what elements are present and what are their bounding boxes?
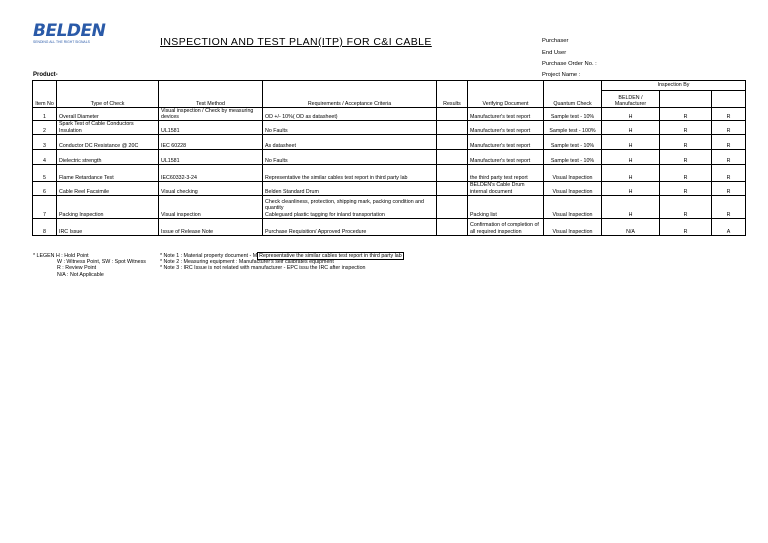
verifying-document-cell: Manufacturer's test report [468, 108, 544, 121]
table-row [33, 218, 746, 235]
legend-line: W : Witness Point, SW : Spot Witness [57, 259, 146, 266]
inspection-cell: R [712, 195, 746, 218]
project-name-label: Project Name : [542, 72, 581, 78]
test-method-cell: UL1581 [159, 149, 263, 164]
results-cell [437, 121, 468, 134]
logo-brand: BELDEN [33, 21, 106, 41]
inspection-cell: R [712, 149, 746, 164]
item-no-cell: 1 [33, 108, 57, 121]
manufacturer-cell: H [602, 121, 660, 134]
quantum-check-cell: Sample test - 10% [544, 108, 602, 121]
criteria-cell: No Faults [263, 149, 437, 164]
item-no-cell: 3 [33, 134, 57, 149]
table-row [33, 108, 746, 121]
criteria-cell: Belden Standard Drum [263, 181, 437, 195]
quantum-check-cell: Sample test - 10% [544, 134, 602, 149]
test-method-cell: IEC60332-3-24 [159, 164, 263, 181]
manufacturer-cell: N/A [602, 218, 660, 235]
type-of-check-cell: Flame Retardance Test [57, 164, 159, 181]
manufacturer-cell: H [602, 195, 660, 218]
inspection-cell: R [660, 195, 712, 218]
test-method-header: Test Method [159, 91, 263, 108]
belden-logo [33, 21, 106, 50]
logo-tagline: SENDING ALL THE RIGHT SIGNALS [33, 40, 90, 44]
item-no-cell: 4 [33, 149, 57, 164]
manufacturer-cell: H [602, 108, 660, 121]
inspection-cell: R [712, 121, 746, 134]
legend-line: * LEGEN H : Hold Point [33, 253, 89, 259]
verifying-document-cell: Packing list [468, 195, 544, 218]
results-header: Results [437, 91, 468, 108]
table-row [33, 164, 746, 181]
item-no-cell: 8 [33, 218, 57, 235]
verifying-document-cell: Manufacturer's test report [468, 121, 544, 134]
verifying-document-cell: Confirmation of completion of all required inspection [468, 218, 544, 235]
item-no-cell: 2 [33, 121, 57, 134]
type-of-check-cell: Spark Test of Cable Conductors Insulation [57, 121, 159, 134]
test-method-cell: Visual inspection [159, 195, 263, 218]
criteria-cell: Check cleanliness, protection, shipping mark, packing condition and quantity Cableguard plastic tagging for inland transportation [263, 195, 437, 218]
quantum-check-cell: Visual Inspection [544, 218, 602, 235]
belden-manufacturer-header: BELDEN / Manufacturer [602, 91, 660, 108]
item-no-cell: 5 [33, 164, 57, 181]
criteria-cell: No Faults [263, 121, 437, 134]
verifying-document-cell: BELDEN's Cable Drum internal document [468, 181, 544, 195]
item-no-cell: 6 [33, 181, 57, 195]
inspection-cell: R [660, 121, 712, 134]
page-title: INSPECTION AND TEST PLAN(ITP) FOR C&I CABLE [160, 36, 432, 48]
criteria-cell: Representative the similar cables test report in third party lab [263, 164, 437, 181]
legend-line: N/A : Not Applicable [57, 271, 104, 278]
type-of-check-cell: Packing Inspection [57, 195, 159, 218]
table-row [33, 121, 746, 134]
quantum-check-cell: Sample test - 100% [544, 121, 602, 134]
criteria-cell: As datasheet [263, 134, 437, 149]
type-of-check-cell: Conductor DC Resistance @ 20C [57, 134, 159, 149]
note-2-text: * Note 2 : Measuring equipment : Manufacturer's self calibrates equipment [160, 259, 334, 266]
inspection-cell: R [660, 108, 712, 121]
inspection-cell: R [712, 134, 746, 149]
purchaser-label: Purchaser [542, 38, 569, 44]
test-method-cell: Issue of Release Note [159, 218, 263, 235]
manufacturer-cell: H [602, 149, 660, 164]
criteria-cell: Purchase Requisition/ Approved Procedure [263, 218, 437, 235]
quantum-check-cell: Visual Inspection [544, 195, 602, 218]
inspection-cell: R [712, 181, 746, 195]
table-row [33, 181, 746, 195]
purchase-order-label: Purchase Order No. : [542, 61, 597, 67]
test-method-cell: IEC 60228 [159, 134, 263, 149]
type-of-check-cell: Cable Reel Facsimile [57, 181, 159, 195]
note-1-boxed: Representative the similar cables test report in third party lab [259, 253, 402, 259]
results-cell [437, 149, 468, 164]
note-1-text: * Note 1 : Material property document - M [160, 253, 258, 259]
type-of-check-header: Type of Check [57, 91, 159, 108]
verifying-document-cell: Manufacturer's test report [468, 149, 544, 164]
inspection-by-header: Inspection By [602, 81, 746, 91]
type-of-check-cell: IRC Issue [57, 218, 159, 235]
inspection-cell: R [660, 164, 712, 181]
product-label: Product- [33, 72, 58, 78]
manufacturer-cell: H [602, 164, 660, 181]
results-cell [437, 181, 468, 195]
manufacturer-cell: H [602, 134, 660, 149]
results-cell [437, 134, 468, 149]
inspection-cell: R [660, 134, 712, 149]
inspection-cell: R [712, 164, 746, 181]
test-method-cell: Visual checking [159, 181, 263, 195]
type-of-check-cell: Dielectric strength [57, 149, 159, 164]
inspection-cell: R [660, 181, 712, 195]
test-method-cell: UL1581 [159, 121, 263, 134]
table-row [33, 134, 746, 149]
legend-line: R : Review Point [57, 265, 97, 272]
inspection-cell: R [660, 218, 712, 235]
results-cell [437, 164, 468, 181]
verifying-document-header: Verifying Document [468, 91, 544, 108]
verifying-document-cell: Manufacturer's test report [468, 134, 544, 149]
quantum-check-cell: Sample test - 10% [544, 149, 602, 164]
verifying-document-cell: the third party test report [468, 164, 544, 181]
end-user-label: End User [542, 50, 567, 56]
item-no-header: Item No [33, 91, 57, 108]
quantum-check-header: Quantum Check [544, 91, 602, 108]
note-3-text: * Note 3 : IRC Issue is not related with manufacturer - EPC issu the IRC after inspection [160, 265, 366, 272]
quantum-check-cell: Visual Inspection [544, 164, 602, 181]
criteria-cell: OD +/- 10%( OD as datasheet) [263, 108, 437, 121]
table-row [33, 149, 746, 164]
table-row [33, 195, 746, 218]
results-cell [437, 108, 468, 121]
test-method-cell: Visual inspection / Check by measuring devices [159, 108, 263, 121]
notes [160, 253, 404, 272]
results-cell [437, 218, 468, 235]
inspection-cell: A [712, 218, 746, 235]
type-of-check-cell: Overall Diameter [57, 108, 159, 121]
inspection-cell: R [712, 108, 746, 121]
legend [33, 253, 146, 278]
manufacturer-cell: H [602, 181, 660, 195]
item-no-cell: 7 [33, 195, 57, 218]
criteria-header: Requirements / Acceptance Criteria [263, 91, 437, 108]
results-cell [437, 195, 468, 218]
itp-table [32, 80, 746, 236]
inspection-cell: R [660, 149, 712, 164]
quantum-check-cell: Visual Inspection [544, 181, 602, 195]
